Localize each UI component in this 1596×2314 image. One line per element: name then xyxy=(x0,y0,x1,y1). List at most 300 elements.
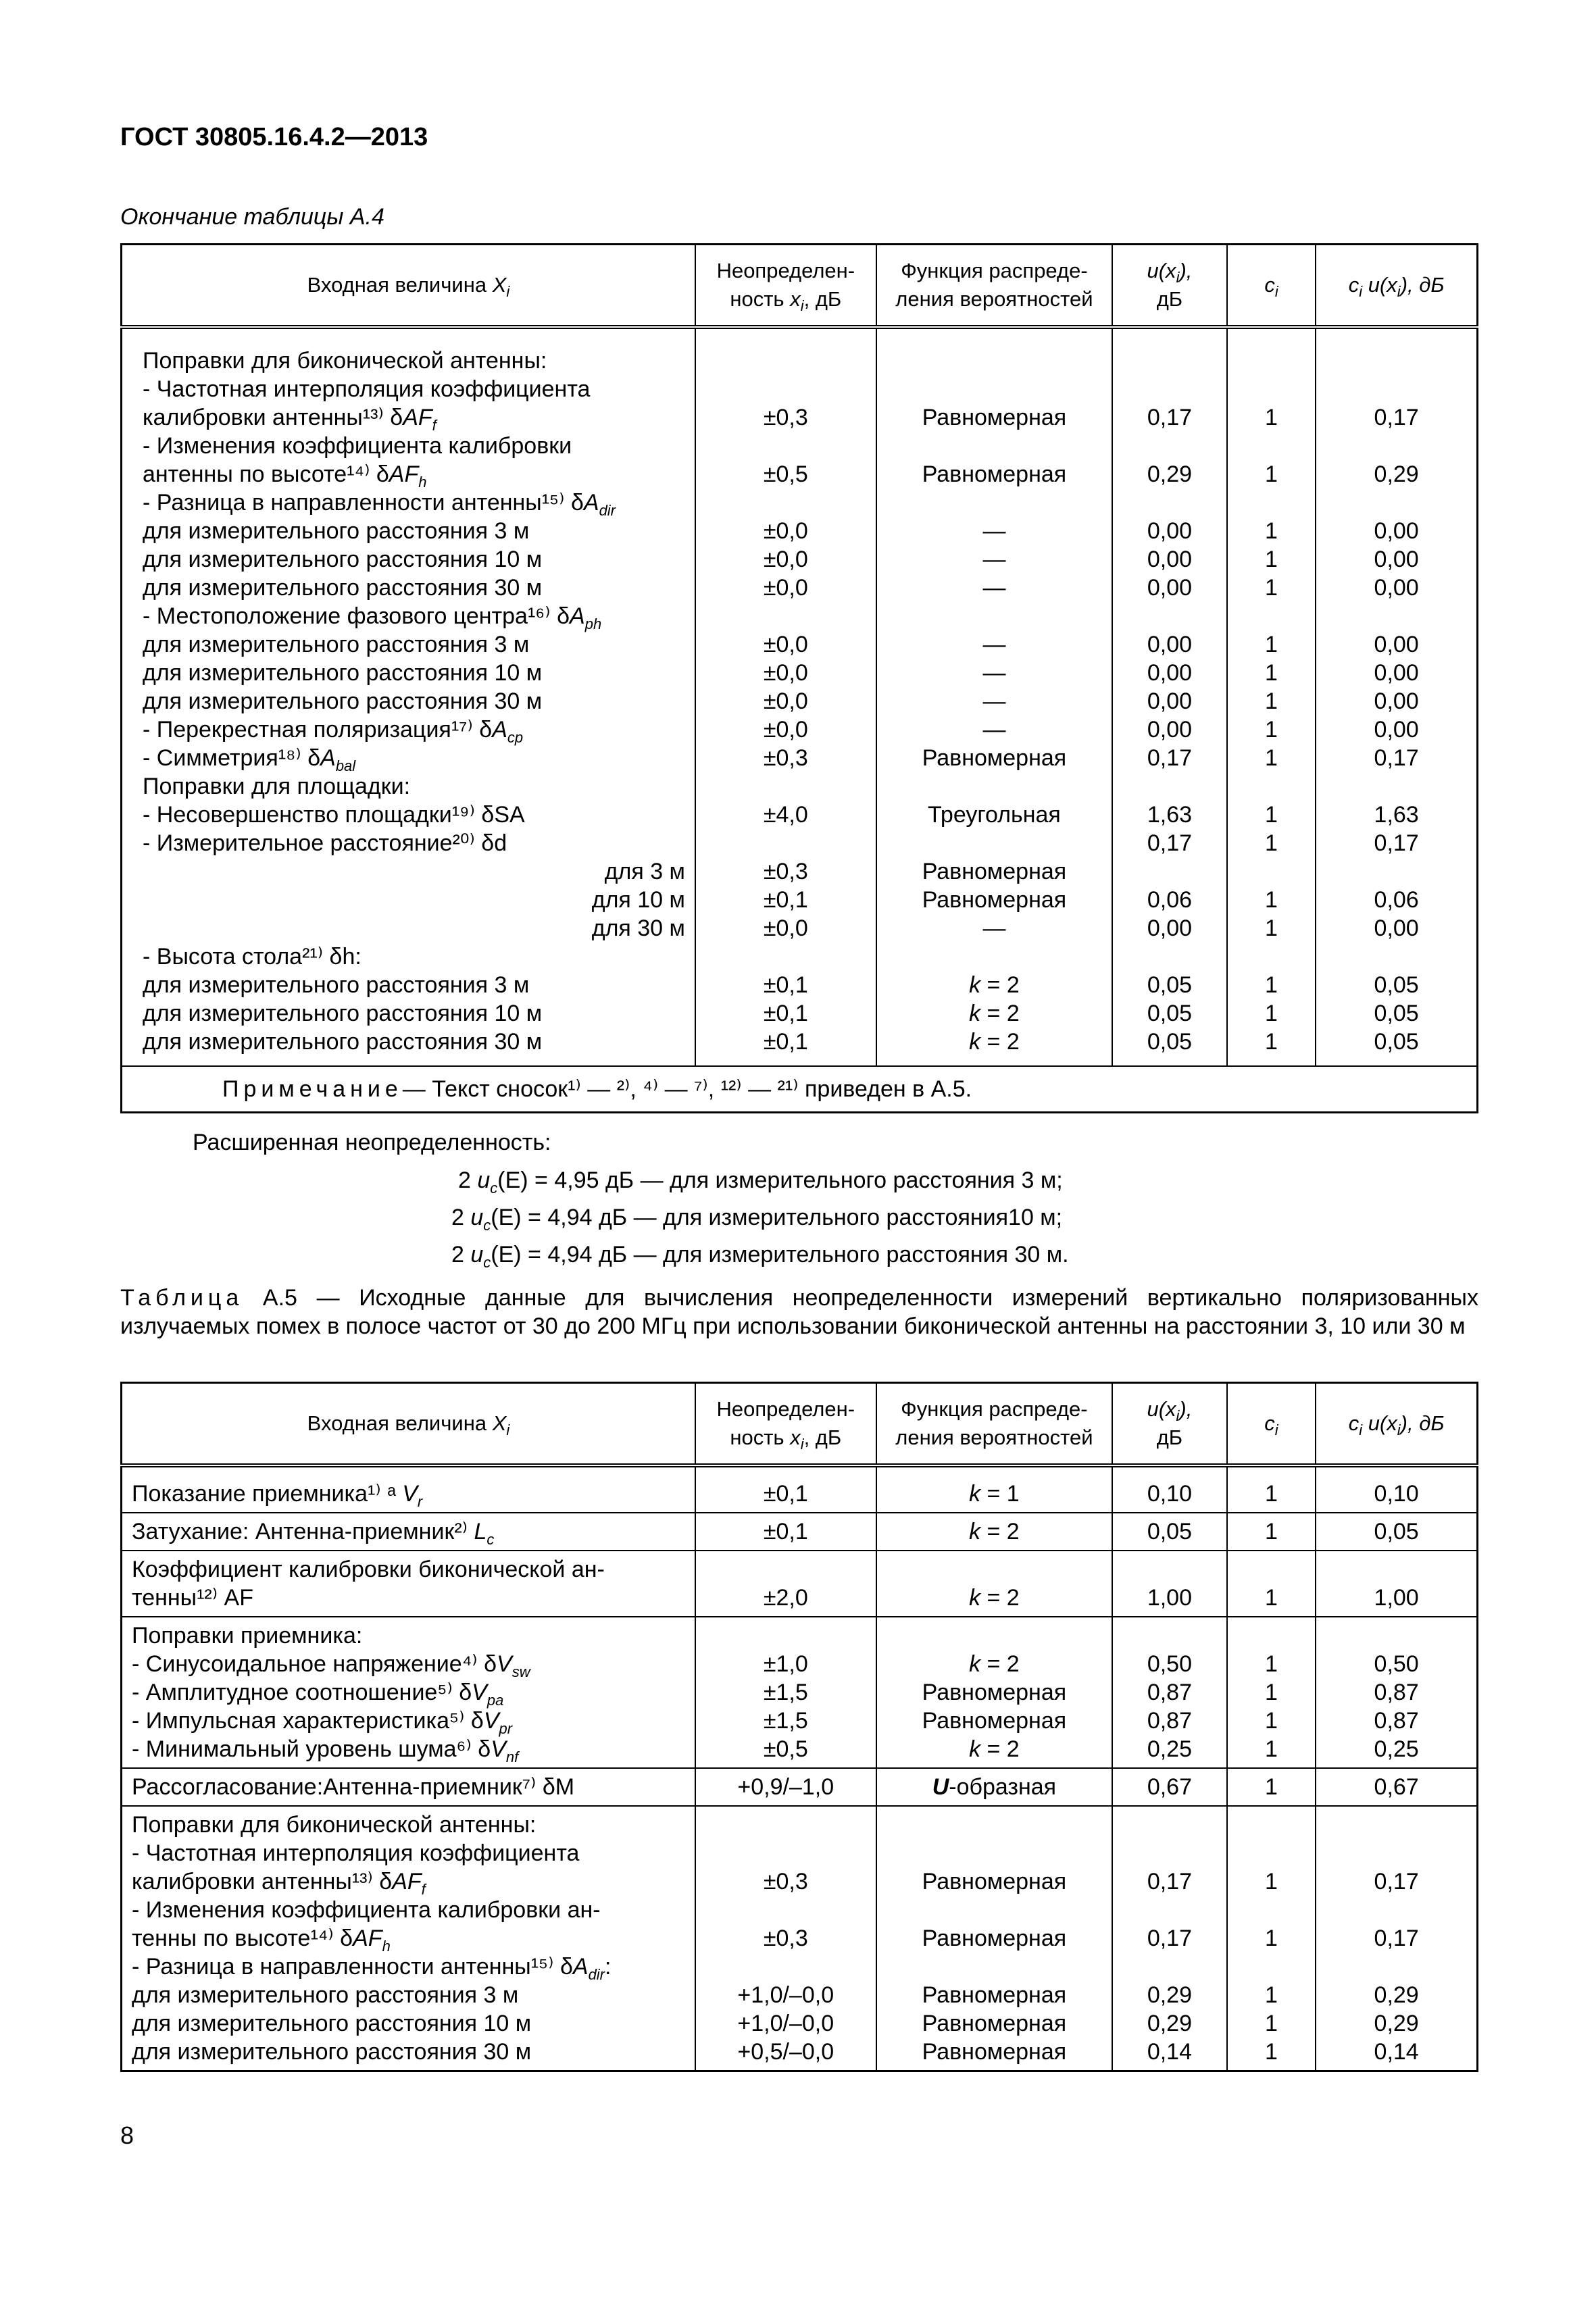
table-a4-cell xyxy=(887,829,1102,857)
table-a5-line: калибровки антенны¹³⁾ δAF$_f$ xyxy=(132,1869,426,1898)
table-a5-line: - Синусоидальное напряжение⁴⁾ $\delta V_{sw}$ xyxy=(132,1651,530,1680)
table-a4-cell: 0,00 xyxy=(1374,575,1419,601)
table-a5-cell xyxy=(876,1768,1112,1806)
table-a4-cell: - Несовершенство площадки¹⁹⁾ δSA xyxy=(143,802,525,828)
table-a4-cell xyxy=(1122,942,1217,971)
table-a5-line xyxy=(1122,1621,1217,1650)
table-a4-cell: 0,00 xyxy=(1147,575,1193,601)
table-a5-line: ±2,0 xyxy=(763,1585,808,1611)
table-a4-cell: - Частотная интерполяция коэффициента xyxy=(143,376,591,402)
table-a4-cell: 1 xyxy=(1265,547,1278,572)
table-a5-line: 0,25 xyxy=(1147,1736,1192,1762)
table-a4-cell: 0,00 xyxy=(1147,632,1193,657)
col-distribution: Функция распреде- ления вероятностей xyxy=(876,245,1112,328)
table-row xyxy=(122,1551,1478,1617)
table-a5-line: k = 2 xyxy=(969,1651,1020,1677)
table-a5-line: 0,05 xyxy=(1374,1519,1419,1544)
table-row xyxy=(122,1513,1478,1551)
table-a5-line: 1 xyxy=(1265,1585,1278,1611)
table-a4-cell xyxy=(705,375,866,403)
table-a5-line: 0,10 xyxy=(1147,1481,1192,1507)
table-a5-line: 1 xyxy=(1265,1708,1278,1734)
table-a4-cell: 1 xyxy=(1265,405,1278,430)
table-a5-cell xyxy=(122,1617,695,1768)
table-a5-cell xyxy=(1112,1551,1227,1617)
table-a5-line: для измерительного расстояния 3 м xyxy=(132,1982,519,2008)
table-a4-cell: 1 xyxy=(1265,745,1278,771)
table-a5-cell xyxy=(695,1551,876,1617)
table-a4-cell xyxy=(1326,602,1467,630)
table-a4-cell xyxy=(887,602,1102,630)
table-a5-cell xyxy=(876,1551,1112,1617)
table-a4-cell: — xyxy=(982,688,1006,714)
table-a4-cell: 0,00 xyxy=(1147,915,1193,941)
col-uncertainty: Неопределен- ность $x_i$, дБ xyxy=(695,245,876,328)
table-a5-cell xyxy=(1227,1806,1316,2071)
col-sensitivity: $c_i$ xyxy=(1227,1383,1316,1466)
table-a5-line xyxy=(705,1811,866,1839)
table-a4-cell: ±0,1 xyxy=(763,1001,808,1026)
table-a4-cell xyxy=(705,942,866,971)
table-a4-cell: 0,29 xyxy=(1374,461,1419,487)
table-a5-cell xyxy=(695,1465,876,1513)
table-a4-cell xyxy=(1122,772,1217,801)
table-a4-cell xyxy=(1237,488,1306,517)
table-a5-line xyxy=(1122,1839,1217,1867)
table-a5-line: - Амплитудное соотношение⁵⁾ $\delta V_{pa}$ xyxy=(132,1680,504,1709)
expanded-uncertainty-title: Расширенная неопределенность: xyxy=(193,1130,551,1155)
table-a5-line: Равномерная xyxy=(922,1982,1067,2008)
table-a4-cell: — xyxy=(982,915,1006,941)
table-a4-cell: ±0,0 xyxy=(763,518,808,544)
table-a4-cell: 1 xyxy=(1265,461,1278,487)
table-a4-cell: 1 xyxy=(1265,575,1278,601)
expanded-line-3m: 2 $u_c(E) = 4,95$ дБ — для измерительного расстояния 3 м; xyxy=(458,1167,1063,1197)
table-a4-cell: для измерительного расстояния 10 м xyxy=(143,547,543,572)
table-a4-cell xyxy=(887,488,1102,517)
table-a5-line: Поправки приемника: xyxy=(132,1623,363,1649)
table-a4 xyxy=(120,243,1478,1113)
table-a5-line xyxy=(705,1953,866,1981)
table-a5-line: 0,87 xyxy=(1147,1708,1192,1734)
table-a5-line xyxy=(887,1555,1102,1584)
col-input-cells xyxy=(122,327,695,1066)
table-a4-cell: ±0,0 xyxy=(763,717,808,743)
table-a5-line xyxy=(1237,1953,1306,1981)
table-a5-cell xyxy=(695,1617,876,1768)
table-a4-cell: - Изменения коэффициента калибровки xyxy=(143,433,572,459)
table-a5-line: ±0,1 xyxy=(763,1481,808,1507)
table-a5-cell xyxy=(1112,1806,1227,2071)
table-a5-line: Равномерная xyxy=(922,1680,1067,1705)
table-a5-line: - Импульсная характеристика⁵⁾ $\delta V_{pr}$ xyxy=(132,1708,513,1737)
col-input-quantity: Входная величина $X_i$ xyxy=(122,1383,695,1466)
table-a4-cell: Равномерная xyxy=(922,405,1067,430)
table-a4-cell: 1 xyxy=(1265,915,1278,941)
table-a4-cell xyxy=(1326,488,1467,517)
table-a4-cell: 0,06 xyxy=(1374,887,1419,913)
table-a5-line: +1,0/–0,0 xyxy=(737,2011,834,2036)
table-a4-cell: Треугольная xyxy=(928,802,1061,828)
table-a4-cell: 0,17 xyxy=(1147,745,1193,771)
table-a4-cell: 0,05 xyxy=(1147,1029,1193,1055)
col-sensitivity: $c_i$ xyxy=(1227,245,1316,328)
table-a5-cell xyxy=(1316,1465,1477,1513)
table-a4-cell: 0,29 xyxy=(1147,461,1193,487)
table-a4-cell: ±0,1 xyxy=(763,1029,808,1055)
table-a5-line: 0,29 xyxy=(1147,1982,1192,2008)
table-a5-line: для измерительного расстояния 10 м xyxy=(132,2011,532,2036)
table-a5-line: +0,5/–0,0 xyxy=(737,2039,834,2065)
table-a5-line: 1 xyxy=(1265,2011,1278,2036)
table-a4-cell: 0,05 xyxy=(1374,1001,1419,1026)
table-a4-cell: для измерительного расстояния 3 м xyxy=(143,632,530,657)
table-a4-cell: ±0,0 xyxy=(763,915,808,941)
table-a4-cell: — xyxy=(982,660,1006,686)
table-a4-cell xyxy=(1237,432,1306,460)
table-a4-cell: k = 2 xyxy=(969,1029,1020,1055)
table-a4-cell: — xyxy=(982,717,1006,743)
table-a5-line: 0,17 xyxy=(1147,1869,1192,1894)
table-a4-cell: - Симметрия¹⁸⁾ $\delta A_{bal}$ xyxy=(143,745,356,774)
table-a4-cell xyxy=(705,602,866,630)
table-a5-line: - Разница в направленности антенны¹⁵⁾ $\delta A_{dir}$: xyxy=(132,1954,612,1983)
table-a5-line: тенны по высоте¹⁴⁾ δAF$_h$ xyxy=(132,1926,391,1955)
table-a4-cell: 1,63 xyxy=(1374,802,1419,828)
table-a5-line: 0,10 xyxy=(1374,1481,1419,1507)
table-a5-line: 1 xyxy=(1265,1481,1278,1507)
table-row xyxy=(122,1465,1478,1513)
table-a4-cell xyxy=(1122,602,1217,630)
table-a5-line xyxy=(705,1621,866,1650)
table-a5-line: 1 xyxy=(1265,2039,1278,2065)
table-a4-cell xyxy=(705,772,866,801)
table-a5-cell xyxy=(1227,1768,1316,1806)
table-a5-line: 1 xyxy=(1265,1982,1278,2008)
table-a5-line xyxy=(1326,1555,1467,1584)
table-a5-line: Рассогласование:Антенна-приемник⁷⁾ δM xyxy=(132,1774,575,1800)
table-a4-cell: k = 2 xyxy=(969,1001,1020,1026)
table-a5-line: 0,50 xyxy=(1147,1651,1192,1677)
table-a5-cell xyxy=(122,1768,695,1806)
table-a5-line xyxy=(1122,1555,1217,1584)
table-a5-line: ±1,5 xyxy=(763,1708,808,1734)
table-a5-cell xyxy=(876,1513,1112,1551)
table-a4-cell xyxy=(1237,602,1306,630)
table-a5-cell xyxy=(1227,1465,1316,1513)
table-a4-cell: 0,06 xyxy=(1147,887,1193,913)
table-a4-cell: 0,17 xyxy=(1374,745,1419,771)
table-a5-line: ±0,3 xyxy=(763,1869,808,1894)
table-a4-cell: для 30 м xyxy=(591,915,685,941)
table-a4-cell: 1 xyxy=(1265,518,1278,544)
table-row xyxy=(122,1806,1478,2071)
table-a4-cell: 1 xyxy=(1265,972,1278,998)
table-a4-cell: 0,17 xyxy=(1374,830,1419,856)
table-a4-cell xyxy=(1122,488,1217,517)
table-a5-line: Равномерная xyxy=(922,1926,1067,1951)
table-a5-line: Равномерная xyxy=(922,1708,1067,1734)
col-distribution: Функция распреде- ления вероятностей xyxy=(876,1383,1112,1466)
table-a5-line: Равномерная xyxy=(922,2011,1067,2036)
table-a4-cell xyxy=(887,432,1102,460)
table-a4-cell xyxy=(1122,432,1217,460)
table-a4-cell: 0,00 xyxy=(1374,660,1419,686)
table-a5-line: Равномерная xyxy=(922,2039,1067,2065)
table-a4-cell: ±0,3 xyxy=(763,745,808,771)
table-a4-cell: 0,00 xyxy=(1147,518,1193,544)
table-a5-line xyxy=(887,1896,1102,1924)
table-row xyxy=(122,1617,1478,1768)
table-a5-cell xyxy=(1227,1551,1316,1617)
table-a5-line: ±0,5 xyxy=(763,1736,808,1762)
table-a4-note: Примечание— Текст сносок¹⁾ — ²⁾, ⁴⁾ — ⁷⁾, ¹²⁾ — ²¹⁾ приведен в А.5. xyxy=(122,1066,1478,1113)
table-a5-cell xyxy=(695,1768,876,1806)
table-a4-cell: ±0,0 xyxy=(763,632,808,657)
table-a4-cell: — xyxy=(982,518,1006,544)
table-a5-cell xyxy=(1112,1768,1227,1806)
table-a4-cell: 0,00 xyxy=(1374,717,1419,743)
table-a4-cell: 1 xyxy=(1265,660,1278,686)
table-a4-cell xyxy=(887,347,1102,375)
table-a4-cell xyxy=(1122,857,1217,886)
table-a5-line: Равномерная xyxy=(922,1869,1067,1894)
table-a5-line: k = 2 xyxy=(969,1736,1020,1762)
table-a4-cell: для измерительного расстояния 30 м xyxy=(143,575,543,601)
table-a4-cell xyxy=(1237,375,1306,403)
table-a5-cell xyxy=(122,1551,695,1617)
table-a4-cell: 0,17 xyxy=(1147,830,1193,856)
table-a5-cell xyxy=(1112,1617,1227,1768)
table-a5-line: 0,17 xyxy=(1374,1926,1419,1951)
table-a5-line: 0,25 xyxy=(1374,1736,1419,1762)
table-a5-line: 0,87 xyxy=(1147,1680,1192,1705)
table-a4-cell: для измерительного расстояния 30 м xyxy=(143,688,543,714)
table-a4-cell: 0,00 xyxy=(1374,688,1419,714)
table-a4-cell: ±0,5 xyxy=(763,461,808,487)
table-a4-cell: — xyxy=(982,632,1006,657)
table-a5-line xyxy=(887,1953,1102,1981)
table-a4-body xyxy=(122,327,1478,1066)
table-a5-cell xyxy=(695,1806,876,2071)
table-a4-cell: для измерительного расстояния 10 м xyxy=(143,1001,543,1026)
table-a4-cell: 1 xyxy=(1265,1001,1278,1026)
table-a5-line: 0,87 xyxy=(1374,1708,1419,1734)
table-a5-line xyxy=(1326,1896,1467,1924)
col-standard-uncertainty: $u(x_i)$, дБ xyxy=(1112,1383,1227,1466)
table-a5-cell xyxy=(1316,1513,1477,1551)
col-dist-cells xyxy=(876,327,1112,1066)
table-a5-line: +0,9/–1,0 xyxy=(737,1774,834,1800)
table-a4-cell: для 3 м xyxy=(604,859,685,884)
table-a4-cell xyxy=(1237,942,1306,971)
table-a4-cell: 0,17 xyxy=(1374,405,1419,430)
table-a4-cell xyxy=(1326,772,1467,801)
table-a5-line xyxy=(705,1896,866,1924)
table-a5-line: 1 xyxy=(1265,1926,1278,1951)
table-a4-cell: 0,00 xyxy=(1147,660,1193,686)
table-a5-line: 0,17 xyxy=(1147,1926,1192,1951)
table-a4-cell: Равномерная xyxy=(922,461,1067,487)
table-a5-line xyxy=(1122,1953,1217,1981)
table-a5-line: Поправки для биконической антенны: xyxy=(132,1812,537,1838)
table-a4-caption: Окончание таблицы А.4 xyxy=(120,204,384,230)
table-a5-line: 0,29 xyxy=(1374,1982,1419,2008)
table-a5-line xyxy=(1326,1953,1467,1981)
table-a4-cell: Равномерная xyxy=(922,887,1067,913)
table-a4-cell: 1 xyxy=(1265,717,1278,743)
table-a4-cell: для измерительного расстояния 30 м xyxy=(143,1029,543,1055)
table-a5-line: 0,14 xyxy=(1147,2039,1192,2065)
table-a4-cell xyxy=(1237,857,1306,886)
table-a5-line xyxy=(1237,1811,1306,1839)
table-a4-cell: Поправки для биконической антенны: xyxy=(143,348,547,374)
table-a5-line: тенны¹²⁾ AF xyxy=(132,1585,253,1611)
table-a4-cell: 0,00 xyxy=(1374,547,1419,572)
table-a4-header xyxy=(122,245,1478,328)
table-a4-cell xyxy=(1326,942,1467,971)
table-a5-line: ±0,1 xyxy=(763,1519,808,1544)
table-a4-cell: ±0,0 xyxy=(763,547,808,572)
col-cu-cells xyxy=(1316,327,1477,1066)
table-a5-line: - Частотная интерполяция коэффициента xyxy=(132,1840,580,1866)
table-a4-cell: для измерительного расстояния 10 м xyxy=(143,660,543,686)
table-row xyxy=(122,1768,1478,1806)
table-a5-line xyxy=(1326,1839,1467,1867)
table-a5-line: - Минимальный уровень шума⁶⁾ $\delta V_{nf}$ xyxy=(132,1736,519,1765)
table-a4-cell xyxy=(887,375,1102,403)
col-contribution: $c_i$ $u(x_i)$, дБ xyxy=(1316,245,1477,328)
table-a4-cell xyxy=(705,432,866,460)
table-a5-line: 0,67 xyxy=(1147,1774,1192,1800)
table-a4-cell: 0,00 xyxy=(1374,518,1419,544)
table-a4-cell: Равномерная xyxy=(922,745,1067,771)
table-a4-cell xyxy=(705,829,866,857)
table-a5-line: 0,17 xyxy=(1374,1869,1419,1894)
table-a4-cell: - Измерительное расстояние²⁰⁾ δd xyxy=(143,830,507,856)
table-a5-line xyxy=(705,1555,866,1584)
table-a5-line: 1,00 xyxy=(1374,1585,1419,1611)
table-a4-cell: Поправки для площадки: xyxy=(143,774,411,799)
table-a4-cell xyxy=(1122,347,1217,375)
table-a5-line: - Изменения коэффициента калибровки ан- xyxy=(132,1897,601,1923)
col-input-quantity: Входная величина $X_i$ xyxy=(122,245,695,328)
table-a5-line: ±1,5 xyxy=(763,1680,808,1705)
table-a4-cell xyxy=(705,488,866,517)
col-contribution: $c_i$ $u(x_i)$, дБ xyxy=(1316,1383,1477,1466)
table-a5-cell xyxy=(876,1806,1112,2071)
table-a5-line: ±1,0 xyxy=(763,1651,808,1677)
table-a5-cell xyxy=(122,1513,695,1551)
col-uncertainty: Неопределен- ность $x_i$, дБ xyxy=(695,1383,876,1466)
col-c-cells xyxy=(1227,327,1316,1066)
table-a5-line xyxy=(705,1839,866,1867)
document-code: ГОСТ 30805.16.4.2—2013 xyxy=(120,123,428,151)
col-unc-cells xyxy=(695,327,876,1066)
table-a5-cell xyxy=(1316,1551,1477,1617)
table-a4-cell: Равномерная xyxy=(922,859,1067,884)
table-a4-cell: k = 2 xyxy=(969,972,1020,998)
table-a4-cell: 0,05 xyxy=(1147,1001,1193,1026)
table-a5-line: U-образная xyxy=(932,1774,1057,1800)
table-a5-cell xyxy=(1316,1768,1477,1806)
table-a5-line: 0,29 xyxy=(1147,2011,1192,2036)
col-u-cells xyxy=(1112,327,1227,1066)
table-a4-cell: 1 xyxy=(1265,688,1278,714)
expanded-line-10m: 2 $u_c(E) = 4,94$ дБ — для измерительного расстояния10 м; xyxy=(451,1205,1063,1234)
table-a4-cell xyxy=(1326,857,1467,886)
table-a4-cell: ±0,0 xyxy=(763,688,808,714)
table-a5-line xyxy=(1122,1811,1217,1839)
table-a4-cell: - Разница в направленности антенны¹⁵⁾ $\delta A_{dir}$ xyxy=(143,490,616,519)
table-a5-cell xyxy=(1112,1513,1227,1551)
table-a4-cell: - Перекрестная поляризация¹⁷⁾ $\delta A_{cp}$ xyxy=(143,717,524,746)
table-a4-cell xyxy=(887,772,1102,801)
table-a4-cell: ±4,0 xyxy=(763,802,808,828)
table-a4-cell xyxy=(1237,772,1306,801)
table-a5-cell xyxy=(876,1617,1112,1768)
table-a4-cell: калибровки антенны¹³⁾ δAF$_f$ xyxy=(143,405,437,434)
table-a5-cell xyxy=(122,1465,695,1513)
table-a4-cell xyxy=(1326,432,1467,460)
table-a5-line: 0,05 xyxy=(1147,1519,1192,1544)
table-a4-cell: ±0,0 xyxy=(763,660,808,686)
table-a5-line: k = 2 xyxy=(969,1519,1020,1544)
table-a4-cell: для измерительного расстояния 3 м xyxy=(143,972,530,998)
table-a4-cell xyxy=(1237,347,1306,375)
table-a5-cell xyxy=(1112,1465,1227,1513)
table-a5-line: 1,00 xyxy=(1147,1585,1192,1611)
table-a4-cell: 1 xyxy=(1265,830,1278,856)
table-a5-cell xyxy=(1227,1617,1316,1768)
table-a4-cell: ±0,0 xyxy=(763,575,808,601)
table-a4-cell: — xyxy=(982,547,1006,572)
table-a4-cell: 1 xyxy=(1265,887,1278,913)
table-a5-line: 1 xyxy=(1265,1519,1278,1544)
table-a5-header xyxy=(122,1383,1478,1466)
table-a4-cell xyxy=(1326,375,1467,403)
table-a5 xyxy=(120,1382,1478,2072)
table-a4-cell: ±0,3 xyxy=(763,859,808,884)
table-a4-note-row xyxy=(122,1066,1478,1113)
table-a5-line: ±0,3 xyxy=(763,1926,808,1951)
table-a4-cell: 1 xyxy=(1265,802,1278,828)
table-a4-cell: 0,00 xyxy=(1147,547,1193,572)
table-a4-cell: 1,63 xyxy=(1147,802,1193,828)
table-a5-line xyxy=(1326,1811,1467,1839)
table-a4-cell xyxy=(1122,375,1217,403)
table-a4-cell: 0,00 xyxy=(1374,915,1419,941)
table-a4-cell: 1 xyxy=(1265,1029,1278,1055)
table-a4-cell: антенны по высоте¹⁴⁾ δAF$_h$ xyxy=(143,461,427,491)
table-a4-cell: — xyxy=(982,575,1006,601)
table-a4-cell: для измерительного расстояния 3 м xyxy=(143,518,530,544)
table-a5-line xyxy=(1237,1896,1306,1924)
page-number: 8 xyxy=(120,2121,134,2149)
table-a5-line xyxy=(887,1811,1102,1839)
table-a5-line: 0,67 xyxy=(1374,1774,1419,1800)
table-a5-cell xyxy=(695,1513,876,1551)
table-a4-cell: ±0,3 xyxy=(763,405,808,430)
table-a5-line: 0,87 xyxy=(1374,1680,1419,1705)
table-a4-cell: 0,00 xyxy=(1147,688,1193,714)
table-a5-line: 1 xyxy=(1265,1774,1278,1800)
table-a4-cell: 0,17 xyxy=(1147,405,1193,430)
table-a4-cell xyxy=(887,942,1102,971)
expanded-line-30m: 2 $u_c(E) = 4,94$ дБ — для измерительного расстояния 30 м. xyxy=(451,1242,1069,1271)
table-a4-cell: для 10 м xyxy=(591,887,685,913)
table-a4-cell: 0,05 xyxy=(1374,1029,1419,1055)
